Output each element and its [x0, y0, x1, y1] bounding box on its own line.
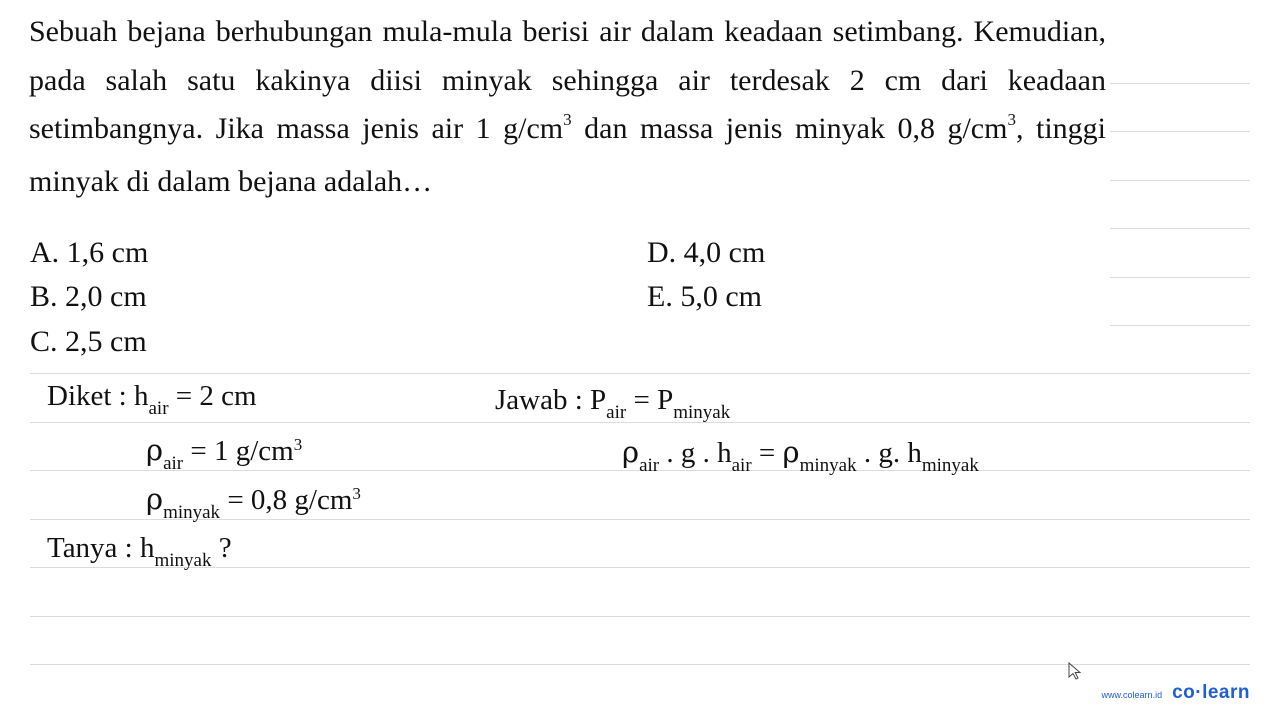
brand-watermark: [1102, 682, 1250, 704]
option-e: E. 5,0 cm: [647, 280, 762, 313]
rule-line: [30, 616, 1250, 617]
diket-rho-air: $\rho_{air} = 1$ $g/cm^3$: [146, 433, 303, 474]
rule-line: [1110, 228, 1250, 229]
option-b: B. 2,0 cm: [30, 280, 147, 313]
rule-line: [30, 373, 1250, 374]
jawab-pressure-equation: Jawab : $P_{air} = P_{minyak}$: [495, 384, 731, 423]
option-c: C. 2,5 cm: [30, 325, 147, 358]
tanya-h-minyak: Tanya : $h_{minyak}$ ?: [47, 532, 232, 571]
question-text: Sebuah bejana berhubungan mula-mula berisi air dalam keadaan setimbang. Kemudian, pada salah satu kakinya diisi minyak sehingga air terdesak 2 cm dari keadaan setimbangnya. Jika massa jenis air 1 $g/cm^3$ dan massa jenis minyak 0,8 $g/cm^3$, tinggi minyak di dalam bejana adalah…: [29, 15, 1106, 198]
option-d: D. 4,0 cm: [647, 236, 766, 269]
diket-h-air: Diket : $h_{air} = 2$ cm: [47, 380, 257, 419]
option-a: A. 1,6 cm: [30, 236, 149, 269]
rule-line: [1110, 325, 1250, 326]
rule-line: [1110, 180, 1250, 181]
rule-line: [30, 664, 1250, 665]
diket-rho-minyak: $\rho_{minyak} = 0,8$ $g/cm^3$: [146, 482, 361, 523]
rule-line: [1110, 83, 1250, 84]
rule-line: [30, 422, 1250, 423]
brand-url: www.colearn.id: [1101, 690, 1163, 700]
rule-line: [1110, 131, 1250, 132]
rule-line: [1110, 277, 1250, 278]
colearn-logo: co·learn: [1172, 682, 1250, 703]
jawab-density-equation: $\rho_{air}$ . g . $h_{air} = \rho_{minyak}$ . g. $h_{minyak}$: [622, 435, 979, 476]
cursor-icon: [1068, 662, 1084, 680]
